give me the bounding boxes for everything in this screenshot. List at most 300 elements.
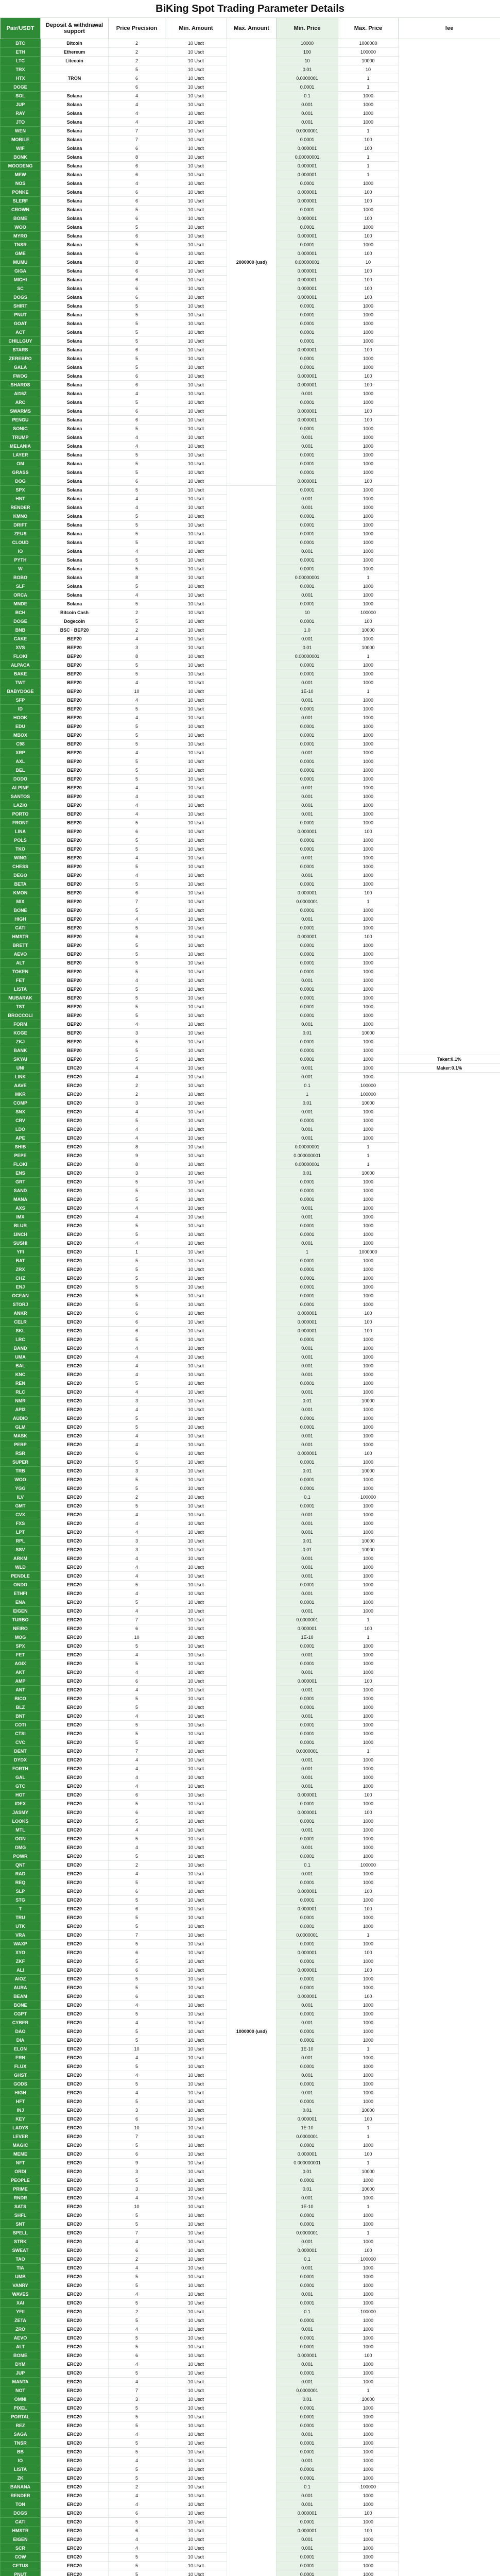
min-amount-cell: 10 Usdt bbox=[165, 757, 227, 766]
price-precision-cell: 6 bbox=[109, 2150, 165, 2159]
min-price-cell: 0.001 bbox=[277, 433, 338, 442]
min-price-cell: 0.0000001 bbox=[277, 2132, 338, 2141]
price-precision-cell: 5 bbox=[109, 2062, 165, 2071]
price-precision-cell: 5 bbox=[109, 1817, 165, 1826]
min-amount-cell: 10 Usdt bbox=[165, 1344, 227, 1353]
price-precision-cell: 4 bbox=[109, 1064, 165, 1073]
price-precision-cell: 5 bbox=[109, 757, 165, 766]
chain-cell: ERC20 bbox=[41, 1651, 109, 1659]
min-amount-cell: 10 Usdt bbox=[165, 1160, 227, 1169]
chain-cell: BEP20 bbox=[41, 722, 109, 731]
pair-cell: STARS bbox=[1, 346, 41, 354]
header-max-price: Max. Price bbox=[338, 18, 399, 39]
price-precision-cell: 5 bbox=[109, 1116, 165, 1125]
chain-cell: ERC20 bbox=[41, 1957, 109, 1966]
chain-cell: Solana bbox=[41, 425, 109, 433]
max-price-cell: 1 bbox=[338, 652, 399, 661]
min-price-cell: 0.0001 bbox=[277, 302, 338, 311]
price-precision-cell: 2 bbox=[109, 626, 165, 635]
min-price-cell: 0.0001 bbox=[277, 1011, 338, 1020]
max-price-cell: 1 bbox=[338, 687, 399, 696]
min-amount-cell: 10 Usdt bbox=[165, 1721, 227, 1730]
price-precision-cell: 5 bbox=[109, 1940, 165, 1948]
min-price-cell: 0.0001 bbox=[277, 1274, 338, 1283]
chain-cell: ERC20 bbox=[41, 1546, 109, 1554]
max-price-cell: 1000 bbox=[338, 1703, 399, 1712]
price-precision-cell: 6 bbox=[109, 1309, 165, 1318]
max-price-cell: 1000 bbox=[338, 906, 399, 915]
min-price-cell: 0.000001 bbox=[277, 2246, 338, 2255]
chain-cell: BEP20 bbox=[41, 836, 109, 845]
pair-cell: POWR bbox=[1, 1852, 41, 1861]
min-amount-cell: 10 Usdt bbox=[165, 398, 227, 407]
pair-cell: SSV bbox=[1, 1546, 41, 1554]
price-precision-cell: 4 bbox=[109, 1362, 165, 1370]
chain-cell: ERC20 bbox=[41, 2544, 109, 2553]
min-price-cell: 0.000001 bbox=[277, 1624, 338, 1633]
min-amount-cell: 10 Usdt bbox=[165, 83, 227, 92]
min-amount-cell: 10 Usdt bbox=[165, 968, 227, 976]
max-price-cell: 1000 bbox=[338, 976, 399, 985]
min-amount-cell: 10 Usdt bbox=[165, 1055, 227, 1064]
max-price-cell: 100 bbox=[338, 1327, 399, 1335]
price-precision-cell: 5 bbox=[109, 425, 165, 433]
max-price-cell: 100 bbox=[338, 1677, 399, 1686]
chain-cell: Solana bbox=[41, 188, 109, 197]
min-amount-cell: 10 Usdt bbox=[165, 1624, 227, 1633]
price-precision-cell: 5 bbox=[109, 1581, 165, 1589]
chain-cell: ERC20 bbox=[41, 1309, 109, 1318]
chain-cell: ERC20 bbox=[41, 2299, 109, 2308]
price-precision-cell: 7 bbox=[109, 1747, 165, 1756]
pair-cell: BEAM bbox=[1, 1992, 41, 2001]
min-amount-cell: 10 Usdt bbox=[165, 2220, 227, 2229]
chain-cell: ERC20 bbox=[41, 2097, 109, 2106]
max-price-cell: 100 bbox=[338, 2509, 399, 2518]
max-price-cell: 1000 bbox=[338, 2010, 399, 2019]
pair-cell: TRU bbox=[1, 1913, 41, 1922]
max-price-cell: 1000 bbox=[338, 1046, 399, 1055]
min-price-cell: 0.0001 bbox=[277, 1257, 338, 1265]
price-precision-cell: 5 bbox=[109, 1502, 165, 1511]
min-amount-cell: 10 Usdt bbox=[165, 933, 227, 941]
chain-cell: ERC20 bbox=[41, 1134, 109, 1143]
min-price-cell: 0.0001 bbox=[277, 2176, 338, 2185]
price-precision-cell: 6 bbox=[109, 416, 165, 425]
pair-cell: PNUT bbox=[1, 311, 41, 319]
min-price-cell: 0.0000001 bbox=[277, 1931, 338, 1940]
price-precision-cell: 5 bbox=[109, 451, 165, 460]
max-price-cell: 1000 bbox=[338, 565, 399, 573]
min-price-cell: 0.01 bbox=[277, 2106, 338, 2115]
min-amount-cell: 10 Usdt bbox=[165, 1948, 227, 1957]
min-amount-cell: 10 Usdt bbox=[165, 1642, 227, 1651]
min-amount-cell: 10 Usdt bbox=[165, 92, 227, 100]
price-precision-cell: 3 bbox=[109, 1397, 165, 1405]
max-price-cell: 1000 bbox=[338, 2071, 399, 2080]
chain-cell: ERC20 bbox=[41, 1370, 109, 1379]
chain-cell: Solana bbox=[41, 100, 109, 109]
min-price-cell: 0.0001 bbox=[277, 766, 338, 775]
min-amount-cell: 10 Usdt bbox=[165, 1668, 227, 1677]
max-price-cell: 1 bbox=[338, 83, 399, 92]
pair-cell: ZKJ bbox=[1, 1038, 41, 1046]
price-precision-cell: 5 bbox=[109, 1642, 165, 1651]
price-precision-cell: 5 bbox=[109, 311, 165, 319]
chain-cell: ERC20 bbox=[41, 1992, 109, 2001]
pair-cell: T bbox=[1, 1905, 41, 1913]
price-precision-cell: 5 bbox=[109, 223, 165, 232]
max-price-cell: 1000 bbox=[338, 810, 399, 819]
max-price-cell: 1000 bbox=[338, 2141, 399, 2150]
min-amount-cell: 10 Usdt bbox=[165, 1379, 227, 1388]
max-price-cell: 1000 bbox=[338, 1642, 399, 1651]
chain-cell: ERC20 bbox=[41, 1598, 109, 1607]
min-amount-cell: 10 Usdt bbox=[165, 1878, 227, 1887]
price-precision-cell: 3 bbox=[109, 643, 165, 652]
max-price-cell: 1000 bbox=[338, 854, 399, 862]
price-precision-cell: 5 bbox=[109, 538, 165, 547]
min-amount-cell: 10 Usdt bbox=[165, 135, 227, 144]
pair-cell: AUDIO bbox=[1, 1414, 41, 1423]
price-precision-cell: 5 bbox=[109, 994, 165, 1003]
min-amount-cell: 10 Usdt bbox=[165, 1616, 227, 1624]
max-price-cell: 1000 bbox=[338, 2080, 399, 2089]
pair-cell: JUP bbox=[1, 2369, 41, 2378]
min-amount-cell: 10 Usdt bbox=[165, 2246, 227, 2255]
min-amount-cell: 10 Usdt bbox=[165, 2369, 227, 2378]
min-price-cell: 0.0001 bbox=[277, 1957, 338, 1966]
pair-cell: SWEAT bbox=[1, 2246, 41, 2255]
max-price-cell: 1000 bbox=[338, 311, 399, 319]
min-price-cell: 0.0001 bbox=[277, 1055, 338, 1064]
max-price-cell: 1000 bbox=[338, 521, 399, 530]
pair-cell: XAI bbox=[1, 2299, 41, 2308]
min-amount-cell: 10 Usdt bbox=[165, 100, 227, 109]
max-price-cell: 1 bbox=[338, 2124, 399, 2132]
chain-cell: Solana bbox=[41, 319, 109, 328]
min-amount-cell: 10 Usdt bbox=[165, 1633, 227, 1642]
price-precision-cell: 5 bbox=[109, 2404, 165, 2413]
pair-cell: ALPACA bbox=[1, 661, 41, 670]
min-price-cell: 0.0001 bbox=[277, 451, 338, 460]
min-price-cell: 0.0001 bbox=[277, 1730, 338, 1738]
max-price-cell: 1000 bbox=[338, 1178, 399, 1187]
chain-cell: BEP20 bbox=[41, 1003, 109, 1011]
chain-cell: ERC20 bbox=[41, 1257, 109, 1265]
min-price-cell: 0.01 bbox=[277, 2185, 338, 2194]
chain-cell: BEP20 bbox=[41, 731, 109, 740]
price-precision-cell: 4 bbox=[109, 871, 165, 880]
min-amount-cell: 10 Usdt bbox=[165, 1397, 227, 1405]
chain-cell: ERC20 bbox=[41, 1984, 109, 1992]
min-price-cell: 0.001 bbox=[277, 2089, 338, 2097]
pair-cell: ANKR bbox=[1, 1309, 41, 1318]
min-amount-cell: 10 Usdt bbox=[165, 521, 227, 530]
pair-cell: COMP bbox=[1, 1099, 41, 1108]
price-precision-cell: 4 bbox=[109, 1353, 165, 1362]
chain-cell: ERC20 bbox=[41, 2500, 109, 2509]
chain-cell: ERC20 bbox=[41, 2080, 109, 2089]
max-price-cell: 1 bbox=[338, 2386, 399, 2395]
chain-cell: ERC20 bbox=[41, 1440, 109, 1449]
min-price-cell: 0.000001 bbox=[277, 2351, 338, 2360]
max-price-cell: 1000 bbox=[338, 538, 399, 547]
max-price-cell: 1 bbox=[338, 1931, 399, 1940]
pair-cell: TWT bbox=[1, 679, 41, 687]
price-precision-cell: 5 bbox=[109, 1195, 165, 1204]
max-price-cell: 1000 bbox=[338, 354, 399, 363]
min-price-cell: 0.1 bbox=[277, 1861, 338, 1870]
min-amount-cell: 10 Usdt bbox=[165, 214, 227, 223]
chain-cell: ERC20 bbox=[41, 2325, 109, 2334]
max-price-cell: 1000 bbox=[338, 635, 399, 643]
min-amount-cell: 10 Usdt bbox=[165, 1405, 227, 1414]
min-amount-cell: 10 Usdt bbox=[165, 1484, 227, 1493]
table-body bbox=[1, 39, 500, 2576]
pair-cell: W bbox=[1, 565, 41, 573]
min-amount-cell: 10 Usdt bbox=[165, 1169, 227, 1178]
max-price-cell: 1000 bbox=[338, 2448, 399, 2456]
price-precision-cell: 4 bbox=[109, 591, 165, 600]
chain-cell: ERC20 bbox=[41, 2448, 109, 2456]
chain-cell: ERC20 bbox=[41, 2430, 109, 2439]
min-amount-cell: 10 Usdt bbox=[165, 1905, 227, 1913]
pair-cell: IDEX bbox=[1, 1800, 41, 1808]
price-precision-cell: 3 bbox=[109, 1537, 165, 1546]
price-precision-cell: 6 bbox=[109, 407, 165, 416]
max-price-cell: 1000 bbox=[338, 1940, 399, 1948]
pair-cell: DAO bbox=[1, 2027, 41, 2036]
price-precision-cell: 4 bbox=[109, 2089, 165, 2097]
pair-cell: MASK bbox=[1, 1432, 41, 1440]
chain-cell: BEP20 bbox=[41, 915, 109, 924]
price-precision-cell: 6 bbox=[109, 171, 165, 179]
price-precision-cell: 8 bbox=[109, 258, 165, 267]
max-price-cell: 1000 bbox=[338, 1730, 399, 1738]
max-price-cell: 1000 bbox=[338, 696, 399, 705]
chain-cell: ERC20 bbox=[41, 1721, 109, 1730]
min-amount-cell: 10 Usdt bbox=[165, 2492, 227, 2500]
pair-cell: ALPINE bbox=[1, 784, 41, 792]
min-price-cell: 0.0000001 bbox=[277, 127, 338, 135]
pair-cell: BNT bbox=[1, 1712, 41, 1721]
pair-cell: TAO bbox=[1, 2255, 41, 2264]
min-amount-cell: 10 Usdt bbox=[165, 1423, 227, 1432]
min-price-cell: 0.000001 bbox=[277, 2115, 338, 2124]
min-amount-cell: 10 Usdt bbox=[165, 1178, 227, 1187]
price-precision-cell: 5 bbox=[109, 206, 165, 214]
max-price-cell: 1000 bbox=[338, 1554, 399, 1563]
pair-cell: NEIRO bbox=[1, 1624, 41, 1633]
pair-cell: SKYAI bbox=[1, 1055, 41, 1064]
price-precision-cell: 4 bbox=[109, 1108, 165, 1116]
price-precision-cell: 5 bbox=[109, 924, 165, 933]
min-amount-cell: 10 Usdt bbox=[165, 1791, 227, 1800]
pair-cell: SHIB bbox=[1, 1143, 41, 1151]
chain-cell: BEP20 bbox=[41, 810, 109, 819]
max-price-cell: 1000 bbox=[338, 1204, 399, 1213]
max-price-cell: 1000 bbox=[338, 2316, 399, 2325]
pair-cell: PEOPLE bbox=[1, 2176, 41, 2185]
min-amount-cell: 10 Usdt bbox=[165, 2553, 227, 2562]
min-amount-cell: 10 Usdt bbox=[165, 591, 227, 600]
max-price-cell: 1000 bbox=[338, 1686, 399, 1694]
min-price-cell: 0.0001 bbox=[277, 731, 338, 740]
price-precision-cell: 6 bbox=[109, 477, 165, 486]
price-precision-cell: 4 bbox=[109, 784, 165, 792]
price-precision-cell: 5 bbox=[109, 363, 165, 372]
min-amount-cell: 10 Usdt bbox=[165, 1563, 227, 1572]
pair-cell: VRA bbox=[1, 1931, 41, 1940]
min-price-cell: 0.0001 bbox=[277, 1195, 338, 1204]
price-precision-cell: 4 bbox=[109, 2238, 165, 2246]
chain-cell: Solana bbox=[41, 284, 109, 293]
chain-cell: Solana bbox=[41, 530, 109, 538]
min-price-cell: 0.0001 bbox=[277, 1738, 338, 1747]
pair-cell: INJ bbox=[1, 2106, 41, 2115]
price-precision-cell: 3 bbox=[109, 2167, 165, 2176]
pair-cell: HMSTR bbox=[1, 933, 41, 941]
chain-cell: BEP20 bbox=[41, 968, 109, 976]
pair-cell: REQ bbox=[1, 1878, 41, 1887]
min-amount-cell: 10 Usdt bbox=[165, 1677, 227, 1686]
max-price-cell: 1 bbox=[338, 573, 399, 582]
price-precision-cell: 5 bbox=[109, 845, 165, 854]
min-price-cell: 0.000001 bbox=[277, 407, 338, 416]
min-amount-cell: 10 Usdt bbox=[165, 1896, 227, 1905]
price-precision-cell: 6 bbox=[109, 293, 165, 302]
max-price-cell: 1000 bbox=[338, 302, 399, 311]
min-price-cell: 0.001 bbox=[277, 389, 338, 398]
min-price-cell: 0.0001 bbox=[277, 241, 338, 249]
min-price-cell: 0.000001 bbox=[277, 293, 338, 302]
min-amount-cell: 10 Usdt bbox=[165, 206, 227, 214]
pair-cell: GME bbox=[1, 249, 41, 258]
chain-cell: Solana bbox=[41, 600, 109, 608]
pair-cell: DENT bbox=[1, 1747, 41, 1756]
price-precision-cell: 7 bbox=[109, 127, 165, 135]
max-price-cell: 1000 bbox=[338, 2027, 399, 2036]
pair-cell: BONK bbox=[1, 153, 41, 162]
chain-cell: ERC20 bbox=[41, 2281, 109, 2290]
pair-cell: NOS bbox=[1, 179, 41, 188]
min-price-cell: 0.0001 bbox=[277, 2448, 338, 2456]
min-price-cell: 0.0001 bbox=[277, 1476, 338, 1484]
max-price-cell: 100000 bbox=[338, 1861, 399, 1870]
min-amount-cell: 10 Usdt bbox=[165, 897, 227, 906]
max-price-cell: 1000 bbox=[338, 679, 399, 687]
pair-cell: WAVES bbox=[1, 2290, 41, 2299]
chain-cell: ERC20 bbox=[41, 1195, 109, 1204]
max-price-cell: 1000 bbox=[338, 950, 399, 959]
max-price-cell: 1000 bbox=[338, 1239, 399, 1248]
pair-cell: CELR bbox=[1, 1318, 41, 1327]
min-amount-cell: 10 Usdt bbox=[165, 889, 227, 897]
min-price-cell: 0.001 bbox=[277, 810, 338, 819]
min-amount-cell: 10 Usdt bbox=[165, 477, 227, 486]
max-price-cell: 1000 bbox=[338, 757, 399, 766]
min-amount-cell: 10 Usdt bbox=[165, 941, 227, 950]
price-precision-cell: 5 bbox=[109, 1038, 165, 1046]
chain-cell: ERC20 bbox=[41, 1782, 109, 1791]
chain-cell: BSC · BEP20 bbox=[41, 626, 109, 635]
min-price-cell: 0.0001 bbox=[277, 1038, 338, 1046]
min-price-cell: 0.01 bbox=[277, 1169, 338, 1178]
pair-cell: ZEREBRO bbox=[1, 354, 41, 363]
pair-cell: LINA bbox=[1, 827, 41, 836]
price-precision-cell: 4 bbox=[109, 1134, 165, 1143]
min-amount-cell: 10 Usdt bbox=[165, 2132, 227, 2141]
max-price-cell: 1000 bbox=[338, 994, 399, 1003]
price-precision-cell: 4 bbox=[109, 1668, 165, 1677]
price-precision-cell: 7 bbox=[109, 1931, 165, 1940]
fee-cell: Maker:0.1% bbox=[399, 1064, 500, 1073]
chain-cell: BEP20 bbox=[41, 635, 109, 643]
price-precision-cell: 5 bbox=[109, 1178, 165, 1187]
max-price-cell: 1000 bbox=[338, 363, 399, 372]
min-amount-cell: 10 Usdt bbox=[165, 2185, 227, 2194]
max-price-cell: 1000 bbox=[338, 1598, 399, 1607]
chain-cell: ERC20 bbox=[41, 2264, 109, 2273]
max-price-cell: 1000 bbox=[338, 1502, 399, 1511]
chain-cell: ERC20 bbox=[41, 1125, 109, 1134]
min-price-cell: 0.1 bbox=[277, 2483, 338, 2492]
price-precision-cell: 5 bbox=[109, 2474, 165, 2483]
pair-cell: MANA bbox=[1, 1195, 41, 1204]
chain-cell: ERC20 bbox=[41, 1808, 109, 1817]
header-price-precision: Price Precision bbox=[109, 18, 165, 39]
pair-cell: FLOKI bbox=[1, 652, 41, 661]
chain-cell: ERC20 bbox=[41, 2115, 109, 2124]
pair-cell: MAGIC bbox=[1, 2141, 41, 2150]
max-price-cell: 1000 bbox=[338, 1694, 399, 1703]
min-amount-cell: 10 Usdt bbox=[165, 311, 227, 319]
price-precision-cell: 4 bbox=[109, 2325, 165, 2334]
chain-cell: ERC20 bbox=[41, 2167, 109, 2176]
min-price-cell: 0.0001 bbox=[277, 1046, 338, 1055]
price-precision-cell: 4 bbox=[109, 1712, 165, 1721]
price-precision-cell: 5 bbox=[109, 486, 165, 495]
min-amount-cell: 10 Usdt bbox=[165, 258, 227, 267]
max-price-cell: 100000 bbox=[338, 1090, 399, 1099]
chain-cell: ERC20 bbox=[41, 1511, 109, 1519]
max-price-cell: 1000 bbox=[338, 1020, 399, 1029]
max-price-cell: 1000 bbox=[338, 1405, 399, 1414]
price-precision-cell: 4 bbox=[109, 1204, 165, 1213]
price-precision-cell: 5 bbox=[109, 556, 165, 565]
min-price-cell: 0.000001 bbox=[277, 214, 338, 223]
min-amount-cell: 10 Usdt bbox=[165, 661, 227, 670]
price-precision-cell: 5 bbox=[109, 1423, 165, 1432]
chain-cell: Solana bbox=[41, 486, 109, 495]
pair-cell: KNC bbox=[1, 1370, 41, 1379]
pair-cell: SCR bbox=[1, 2544, 41, 2553]
min-amount-cell: 10 Usdt bbox=[165, 845, 227, 854]
min-price-cell: 0.0001 bbox=[277, 2211, 338, 2220]
min-amount-cell: 10 Usdt bbox=[165, 1519, 227, 1528]
min-amount-cell: 10 Usdt bbox=[165, 1388, 227, 1397]
chain-cell: ERC20 bbox=[41, 1730, 109, 1738]
price-precision-cell: 7 bbox=[109, 2386, 165, 2395]
chain-cell: ERC20 bbox=[41, 1589, 109, 1598]
max-price-cell: 1000 bbox=[338, 1257, 399, 1265]
min-price-cell: 0.0001 bbox=[277, 2413, 338, 2421]
max-price-cell: 1000 bbox=[338, 530, 399, 538]
price-precision-cell: 6 bbox=[109, 1449, 165, 1458]
min-price-cell: 0.001 bbox=[277, 1773, 338, 1782]
max-price-cell: 1000 bbox=[338, 1835, 399, 1843]
